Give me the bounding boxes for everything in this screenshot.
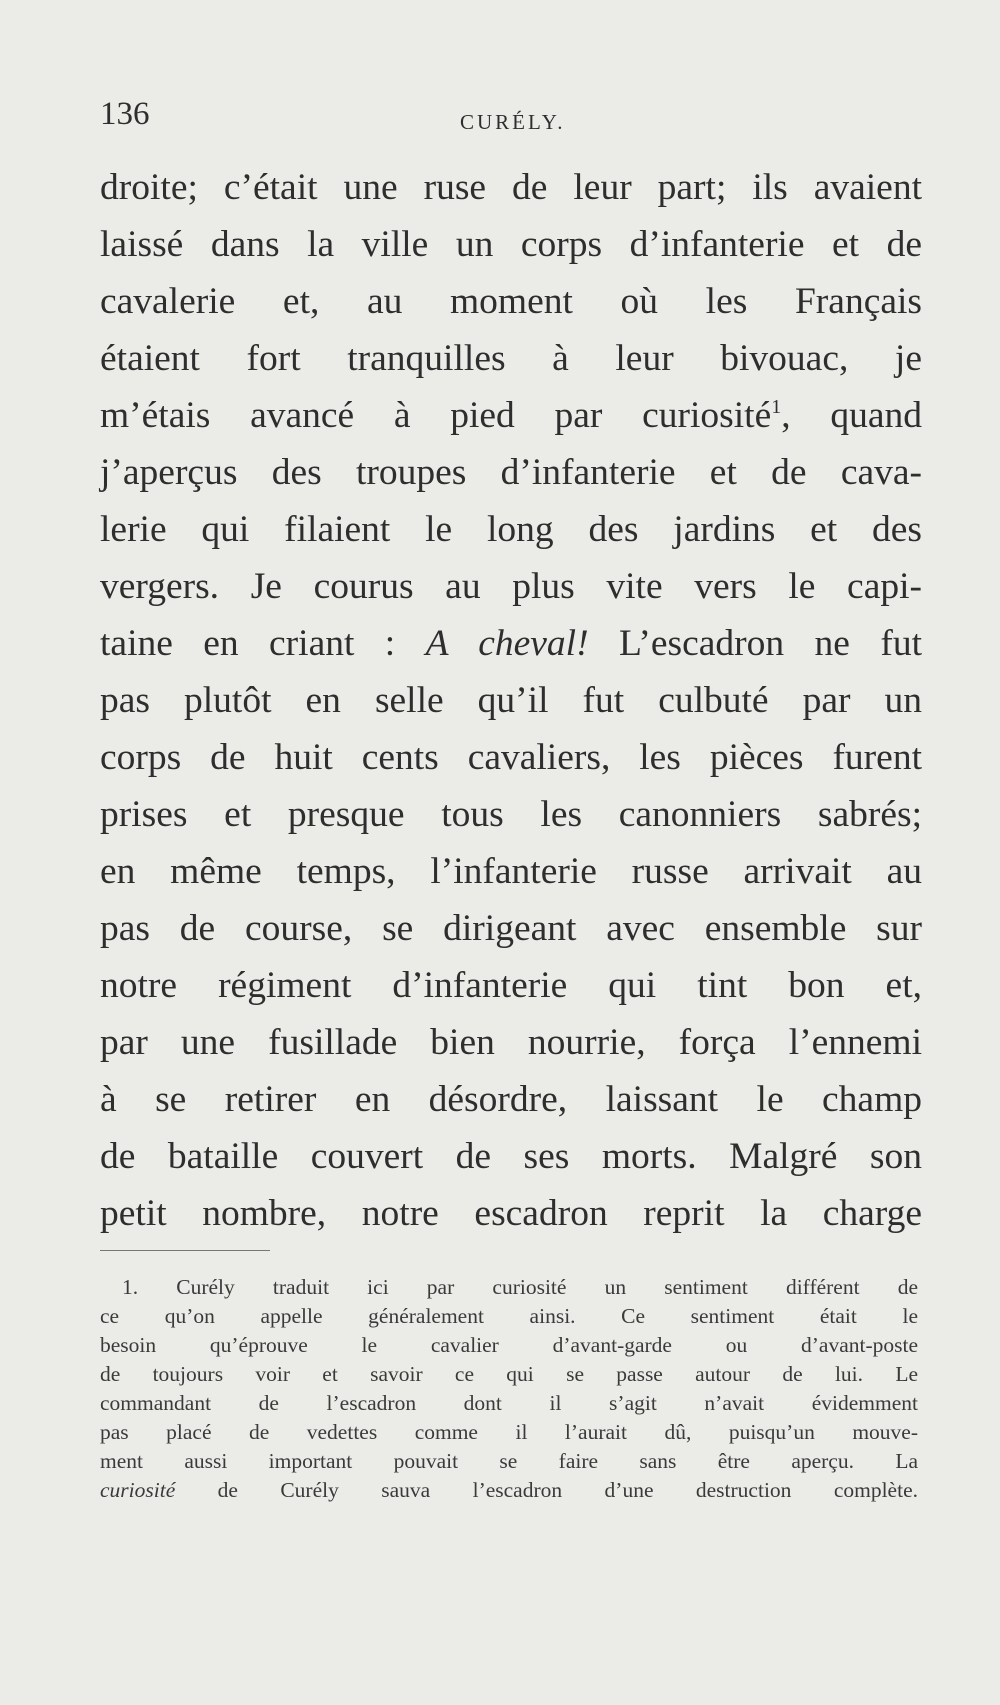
text-line: par une fusillade bien nourrie, força l’ennemi (100, 1022, 922, 1063)
text-line: droite; c’était une ruse de leur part; ils avaient (100, 167, 922, 208)
footnote-reference: 1 (771, 396, 782, 418)
line-text: , quand (781, 395, 922, 436)
line-text: de Curély sauva l’escadron d’une destruction complète. (175, 1478, 918, 1502)
text-line: à se retirer en désordre, laissant le champ (100, 1079, 922, 1120)
text-line: vergers. Je courus au plus vite vers le capi- (100, 566, 922, 607)
footnote-line: commandant de l’escadron dont il s’agit n’avait évidemment (100, 1391, 918, 1415)
text-line: cavalerie et, au moment où les Français (100, 281, 922, 322)
footnote-line: ment aussi important pouvait se faire sans être aperçu. La (100, 1449, 918, 1473)
footnote-line: ce qu’on appelle généralement ainsi. Ce sentiment était le (100, 1304, 918, 1328)
italic-exclamation: A cheval! (425, 623, 589, 664)
line-text: taine en criant : (100, 623, 396, 664)
text-line: étaient fort tranquilles à leur bivouac, je (100, 338, 922, 379)
text-line: laissé dans la ville un corps d’infanterie et de (100, 224, 922, 265)
footnote-line: de toujours voir et savoir ce qui se passe autour de lui. Le (100, 1362, 918, 1386)
line-text: L’escadron ne fut (588, 623, 922, 664)
page-header (100, 96, 922, 140)
text-line: corps de huit cents cavaliers, les pièces furent (100, 737, 922, 778)
text-line: de bataille couvert de ses morts. Malgré son (100, 1136, 922, 1177)
footnote-line: 1. Curély traduit ici par curiosité un sentiment différent de (122, 1275, 918, 1299)
running-head: CURÉLY. (460, 110, 566, 134)
text-line (100, 387, 922, 444)
page-number: 136 (100, 96, 150, 132)
text-line: pas plutôt en selle qu’il fut culbuté par un (100, 680, 922, 721)
body-text (100, 159, 922, 1242)
footnote-divider (100, 1250, 270, 1251)
footnote (100, 1273, 918, 1505)
text-line: en même temps, l’infanterie russe arrivait au (100, 851, 922, 892)
text-line: pas de course, se dirigeant avec ensemble sur (100, 908, 922, 949)
text-line: notre régiment d’infanterie qui tint bon et, (100, 965, 922, 1006)
line-text: m’étais avancé à pied par curiosité (100, 395, 772, 436)
footnote-line (100, 1476, 918, 1505)
text-line (100, 615, 922, 672)
footnote-line: besoin qu’éprouve le cavalier d’avant-garde ou d’avant-poste (100, 1333, 918, 1357)
text-line: j’aperçus des troupes d’infanterie et de cava- (100, 452, 922, 493)
italic-word: curiosité (100, 1478, 176, 1502)
footnote-line: pas placé de vedettes comme il l’aurait dû, puisqu’un mouve- (100, 1420, 918, 1444)
text-line: petit nombre, notre escadron reprit la charge (100, 1193, 922, 1234)
text-line: prises et presque tous les canonniers sabrés; (100, 794, 922, 835)
text-line: lerie qui filaient le long des jardins et des (100, 509, 922, 550)
